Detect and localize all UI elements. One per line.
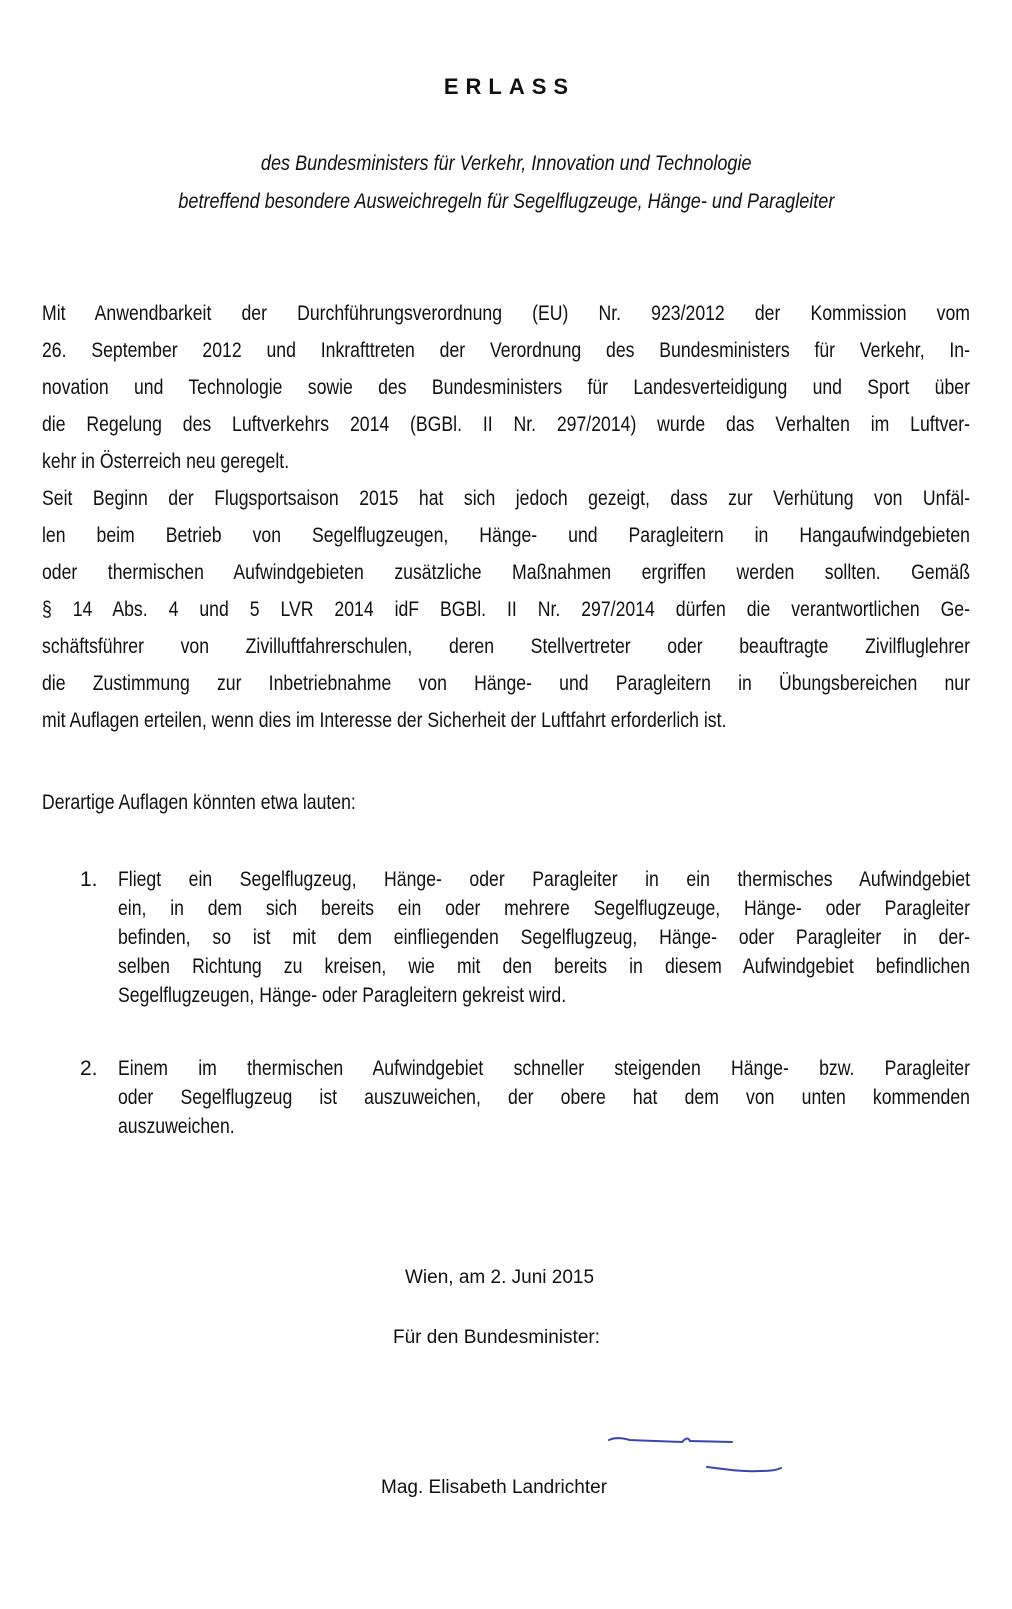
paragraph-line: mit Auflagen erteilen, wenn dies im Interesse der Sicherheit der Luftfahrt erforderlich ist.: [42, 709, 727, 732]
place-date: Wien, am 2. Juni 2015: [405, 1267, 595, 1288]
list-item-line: Segelflugzeugen, Hänge- oder Paragleitern gekreist wird.: [118, 984, 567, 1007]
paragraph-line: die Zustimmung zur Inbetriebnahme von Hänge- und Paragleitern in Übungsbereichen nur: [42, 672, 970, 695]
list-item-line: ein, in dem sich bereits ein oder mehrere Segelflugzeuge, Hänge- oder Paragleiter: [118, 897, 970, 920]
subtitle-text: des Bundesministers für Verkehr, Innovation und Technologie: [260, 152, 752, 175]
list-intro: Derartige Auflagen könnten etwa lauten:: [42, 791, 356, 814]
signatory-label: Für den Bundesminister:: [393, 1327, 600, 1348]
signatory-name: Mag. Elisabeth Landrichter: [381, 1477, 608, 1498]
subtitle-text: betreffend besondere Ausweichregeln für Segelflugzeuge, Hänge- und Paragleiter: [178, 190, 834, 213]
paragraph-line: novation und Technologie sowie des Bundesministers für Landesverteidigung und Sport über: [42, 376, 970, 399]
list-item-line: selben Richtung zu kreisen, wie mit den bereits in diesem Aufwindgebiet befindlichen: [118, 955, 970, 978]
paragraph-line: 26. September 2012 und Inkrafttreten der Verordnung des Bundesministers für Verkehr, In-: [42, 339, 970, 362]
paragraph-line: len beim Betrieb von Segelflugzeugen, Hänge- und Paragleitern in Hangaufwindgebieten: [42, 524, 970, 547]
list-item-line: Fliegt ein Segelflugzeug, Hänge- oder Paragleiter in ein thermisches Aufwindgebiet: [118, 868, 970, 891]
list-item-line: oder Segelflugzeug ist auszuweichen, der obere hat dem von unten kommenden: [118, 1086, 970, 1109]
paragraph-line: Mit Anwendbarkeit der Durchführungsverordnung (EU) Nr. 923/2012 der Kommission vom: [42, 302, 970, 325]
paragraph-line: schäftsführer von Zivilluftfahrerschulen, deren Stellvertreter oder beauftragte Zivilfluglehrer: [42, 635, 970, 658]
paragraph-line: oder thermischen Aufwindgebieten zusätzliche Maßnahmen ergriffen werden sollten. Gemäß: [42, 561, 970, 584]
document-title: ERLASS: [443, 74, 576, 99]
signature-stroke: [609, 1438, 732, 1442]
list-item-line: befinden, so ist mit dem einfliegenden Segelflugzeug, Hänge- oder Paragleiter in der-: [118, 926, 970, 949]
signature-stroke: [707, 1467, 781, 1471]
list-item-line: auszuweichen.: [118, 1115, 235, 1138]
paragraph-line: § 14 Abs. 4 und 5 LVR 2014 idF BGBl. II Nr. 297/2014 dürfen die verantwortlichen Ge-: [42, 598, 970, 621]
list-item-line: Einem im thermischen Aufwindgebiet schneller steigenden Hänge- bzw. Paragleiter: [118, 1057, 970, 1080]
paragraph-line: Seit Beginn der Flugsportsaison 2015 hat sich jedoch gezeigt, dass zur Verhütung von Unfäl-: [42, 487, 970, 510]
list-number: 1.: [80, 868, 98, 891]
list-number: 2.: [80, 1057, 98, 1080]
paragraph-line: kehr in Österreich neu geregelt.: [42, 450, 290, 473]
paragraph-line: die Regelung des Luftverkehrs 2014 (BGBl. II Nr. 297/2014) wurde das Verhalten im Luftver-: [42, 413, 970, 436]
